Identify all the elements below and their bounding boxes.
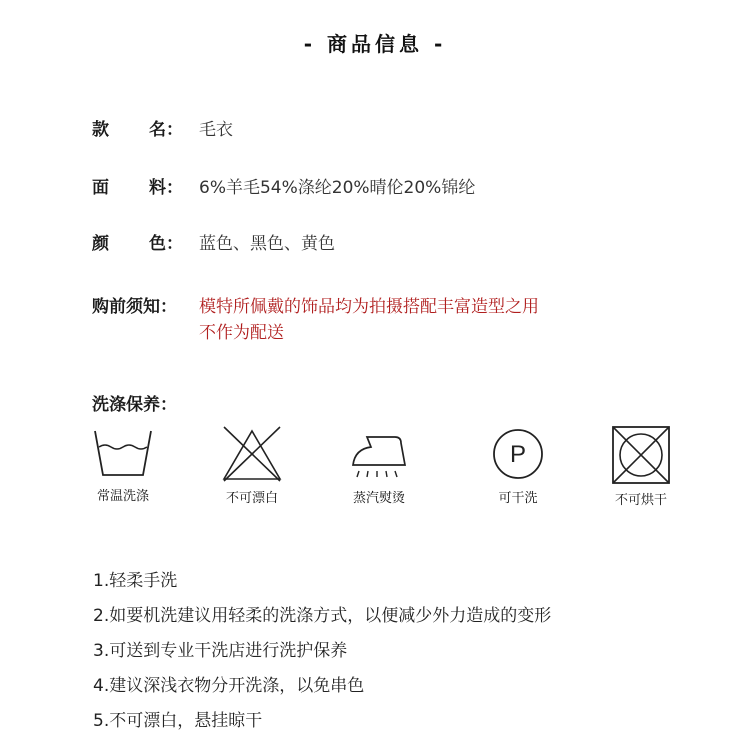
care-caption-wash: 常温洗涤 xyxy=(96,489,149,504)
steam-iron-icon xyxy=(347,425,411,483)
care-note-2: 2.如要机洗建议用轻柔的洗涤方式，以便减少外力造成的变形 xyxy=(93,606,552,626)
care-item-bleach xyxy=(207,425,297,506)
color-label-b: 色： xyxy=(149,234,183,254)
notice-label: 购前须知： xyxy=(92,297,177,317)
material-label-b: 料： xyxy=(149,178,183,198)
care-notes-list xyxy=(93,567,551,742)
material-label-a: 面 xyxy=(92,178,109,198)
care-caption-iron: 蒸汽熨烫 xyxy=(352,491,405,506)
name-label-b: 名： xyxy=(149,120,183,140)
wash-tub-icon xyxy=(91,425,155,481)
color-value: 蓝色、黑色、黄色 xyxy=(199,234,335,254)
care-item-tumble xyxy=(596,425,686,508)
name-value: 毛衣 xyxy=(199,120,233,140)
care-item-iron xyxy=(334,425,424,506)
care-note-1: 1.轻柔手洗 xyxy=(93,571,178,591)
color-label-a: 颜 xyxy=(92,234,109,254)
care-caption-dryclean: 可干洗 xyxy=(498,491,538,506)
no-tumble-dry-icon xyxy=(609,425,673,485)
care-title: 洗涤保养： xyxy=(92,395,177,415)
care-note-3: 3.可送到专业干洗店进行洗护保养 xyxy=(93,641,348,661)
material-value: 6%羊毛54%涤纶20%晴伦20%锦纶 xyxy=(199,178,476,198)
page-title: - 商品信息 - xyxy=(303,32,447,56)
care-caption-bleach: 不可漂白 xyxy=(225,491,278,506)
care-caption-tumble: 不可烘干 xyxy=(614,493,667,508)
dry-clean-symbol: P xyxy=(509,441,527,468)
no-bleach-icon xyxy=(220,425,284,483)
care-note-4: 4.建议深浅衣物分开洗涤，以免串色 xyxy=(93,676,365,696)
care-item-wash xyxy=(78,425,168,504)
dry-clean-p-icon xyxy=(486,425,550,483)
notice-line-2: 不作为配送 xyxy=(199,323,284,343)
care-note-5: 5.不可漂白，悬挂晾干 xyxy=(93,711,263,731)
notice-line-1: 模特所佩戴的饰品均为拍摄搭配丰富造型之用 xyxy=(199,297,539,317)
name-label-a: 款 xyxy=(92,120,109,140)
care-item-dryclean xyxy=(473,425,563,506)
